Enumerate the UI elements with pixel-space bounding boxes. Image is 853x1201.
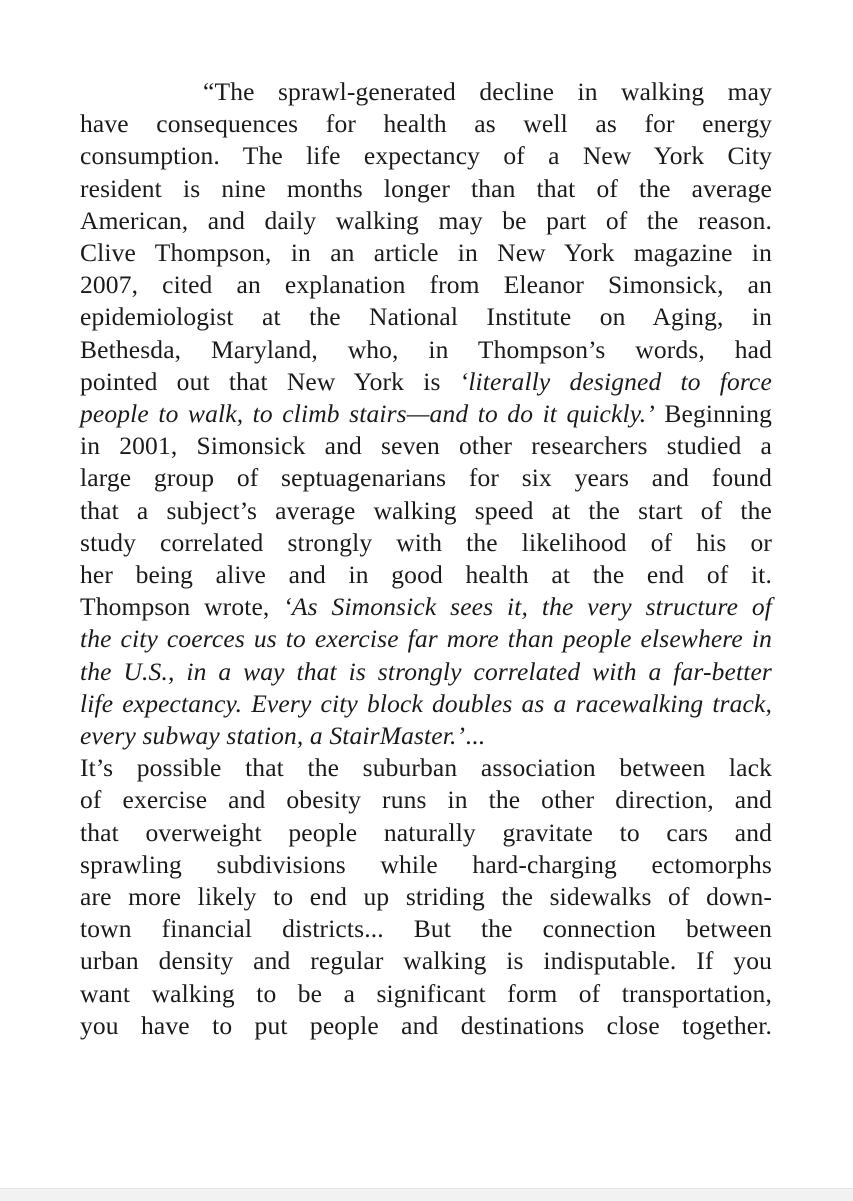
- text-line: resident is nine months longer than that of the average: [80, 173, 772, 203]
- italic-quote-segment: every subway station, a StairMaster.’: [80, 721, 466, 751]
- text-segment: pointed out that New York is: [80, 366, 460, 396]
- text-line: [80, 398, 772, 430]
- text-line: Clive Thompson, in an article in New York magazine in: [80, 238, 772, 268]
- text-line: [80, 623, 772, 655]
- text-segment: Thompson wrote,: [80, 592, 284, 622]
- italic-quote-segment: ‘As Simonsick sees it, the very structure of: [283, 592, 773, 622]
- text-line: [80, 720, 772, 752]
- text-line: [80, 591, 772, 623]
- text-line: town financial districts... But the connection between: [80, 914, 772, 944]
- text-line: urban density and regular walking is indisputable. If you: [80, 946, 772, 976]
- text-line: her being alive and in good health at the end of it.: [80, 560, 772, 590]
- text-line: epidemiologist at the National Institute on Aging, in: [80, 302, 772, 332]
- text-line: “The sprawl-generated decline in walking may: [203, 77, 772, 106]
- text-line: study correlated strongly with the likelihood of his or: [80, 527, 772, 557]
- italic-quote-segment: life expectancy. Every city block doubles as a racewalking track,: [80, 688, 772, 718]
- text-line: consumption. The life expectancy of a New York City: [80, 141, 772, 171]
- text-line: American, and daily walking may be part of the reason.: [80, 205, 772, 235]
- text-line: that a subject’s average walking speed at the start of the: [80, 495, 772, 525]
- text-line: sprawling subdivisions while hard-charging ectomorphs: [80, 849, 772, 879]
- italic-quote-segment: ‘literally designed to force: [459, 366, 772, 396]
- italic-quote-segment: the city coerces us to exercise far more than people elsewhere in: [80, 624, 772, 654]
- text-segment: Beginning: [654, 399, 772, 429]
- text-line: want walking to be a significant form of transportation,: [80, 978, 772, 1008]
- italic-quote-segment: people to walk, to climb stairs—and to do it quickly.’: [80, 399, 655, 429]
- text-line: [80, 366, 772, 398]
- text-line: that overweight people naturally gravitate to cars and: [80, 817, 772, 847]
- quoted-text: [80, 76, 772, 1042]
- text-line: Bethesda, Maryland, who, in Thompson’s words, had: [80, 334, 772, 364]
- text-line: you have to put people and destinations close together.: [80, 1010, 772, 1040]
- ellipsis: ...: [465, 721, 485, 751]
- text-line: of exercise and obesity runs in the other direction, and: [80, 785, 772, 815]
- text-line: It’s possible that the suburban association between lack: [80, 753, 772, 783]
- page-bottom-edge: [0, 1188, 853, 1201]
- text-line: in 2001, Simonsick and seven other researchers studied a: [80, 431, 772, 461]
- text-line: [80, 688, 772, 720]
- text-line: are more likely to end up striding the sidewalks of down-: [80, 882, 772, 912]
- text-line: [80, 656, 772, 688]
- text-line: large group of septuagenarians for six years and found: [80, 463, 772, 493]
- text-line: 2007, cited an explanation from Eleanor Simonsick, an: [80, 270, 772, 300]
- italic-quote-segment: the U.S., in a way that is strongly correlated with a far-better: [80, 656, 772, 686]
- text-line: have consequences for health as well as for energy: [80, 109, 772, 139]
